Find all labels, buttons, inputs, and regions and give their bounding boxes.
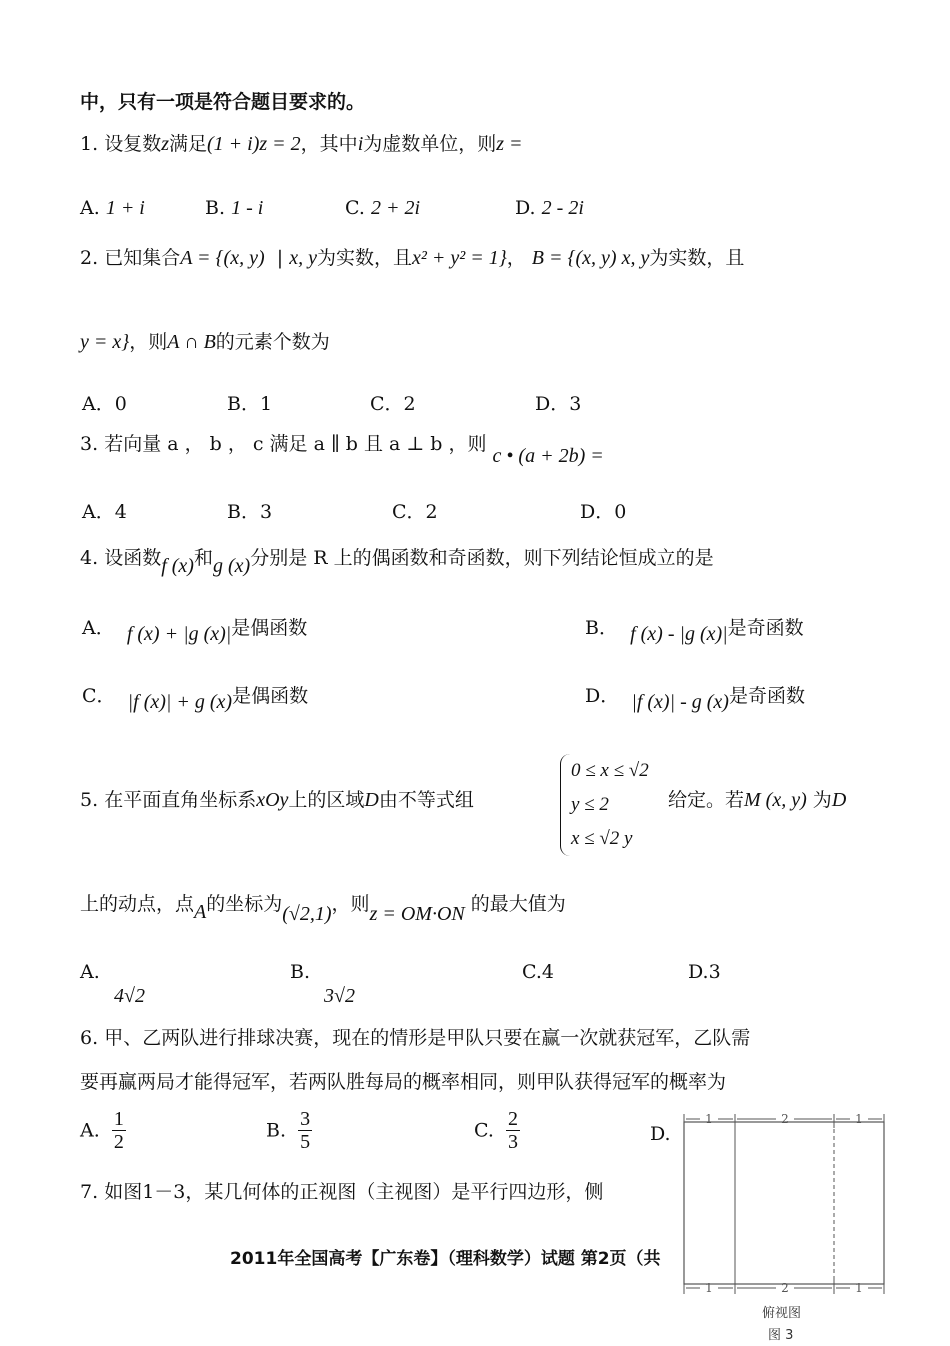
q2-set-b: B = {(x, y) x, y	[531, 247, 650, 269]
top-dim-1: 1	[705, 1112, 713, 1126]
q5-line2-text-3: ，则	[331, 893, 370, 915]
q1-ask: z =	[496, 133, 523, 155]
q4-number: 4.	[80, 547, 99, 569]
q5-coord: (√2,1)	[282, 903, 332, 925]
q4-option-b: B． f (x) - |g (x)|是奇函数	[585, 617, 804, 645]
q5-d: D	[364, 789, 379, 811]
question-6-line-2: 要再赢两局才能得冠军，若两队胜每局的概率相同，则甲队获得冠军的概率为	[80, 1071, 727, 1093]
top-view-figure	[678, 1108, 890, 1342]
q2-option-d: D．3	[535, 393, 582, 415]
q2-line2-text: ，则	[129, 331, 168, 353]
q2-comma: ，	[506, 247, 526, 269]
question-5	[80, 788, 474, 812]
q3-text: 若向量 a ， b ， c 满足 a ∥ b 且 a ⊥ b ，则	[104, 433, 487, 455]
q5-d2: D	[831, 789, 847, 811]
q3-option-b: B．3	[227, 501, 273, 523]
q1-text-4: 为虚数单位，则	[363, 133, 497, 155]
q5-ineq-2: y ≤ 2	[571, 794, 609, 815]
q5-option-b: B. 3√2	[290, 961, 355, 1007]
q1-text-2: 满足	[169, 133, 208, 155]
q4-text-1: 设函数	[104, 547, 162, 569]
q5-text-5: 为	[812, 789, 832, 811]
question-3	[80, 432, 604, 467]
question-5-line-2	[80, 892, 566, 925]
question-2	[80, 246, 744, 270]
q5-inequality-system	[560, 754, 649, 856]
q3-expression: c • (a + 2b) =	[492, 445, 604, 467]
q4-f: f (x)	[161, 555, 194, 577]
q3-number: 3.	[80, 433, 99, 455]
q4-text-2: 和	[193, 547, 213, 569]
q6-option-b: B. $\frac{3}{5}$	[266, 1108, 311, 1153]
q1-text-1: 设复数	[104, 133, 162, 155]
q5-text-4: 给定。若	[668, 789, 745, 811]
q6-option-c: C. $\frac{2}{3}$	[474, 1108, 518, 1153]
figure-label: 图 3	[768, 1328, 794, 1343]
q2-text-3: 为实数，且	[649, 247, 745, 269]
q5-line2-text-2: 的坐标为	[206, 893, 283, 915]
bottom-dim-1: 1	[705, 1281, 713, 1295]
question-6	[80, 1026, 750, 1050]
q1-var-z: z	[161, 133, 169, 155]
bottom-dim-3: 1	[855, 1281, 863, 1295]
q4-option-d: D． |f (x)| - g (x)是奇函数	[585, 685, 805, 713]
q5-text-3: 由不等式组	[378, 789, 474, 811]
q4-text-3: 分别是 R 上的偶函数和奇函数，则下列结论恒成立的是	[250, 547, 714, 569]
page-footer: 2011年全国高考【广东卷】（理科数学）试题 第2页（共	[230, 1249, 661, 1269]
q6-line-1: 甲、乙两队进行排球决赛，现在的情形是甲队只要在赢一次就获冠军，乙队需	[104, 1027, 751, 1049]
q2-number: 2.	[80, 247, 99, 269]
q2-line2-eq: y = x}	[80, 331, 130, 353]
q5-text-1: 在平面直角坐标系	[104, 789, 257, 811]
q1-option-a: A. 1 + i	[80, 197, 145, 219]
question-4	[80, 546, 714, 577]
bottom-dim-2: 2	[781, 1281, 789, 1295]
q1-text-3: ，其中	[300, 133, 358, 155]
q4-option-a: A． f (x) + |g (x)|是偶函数	[82, 617, 308, 645]
q1-option-b: B. 1 - i	[205, 197, 264, 219]
q5-number: 5.	[80, 789, 99, 811]
q5-z-expression: z = OM·ON	[369, 903, 465, 925]
q3-option-a: A．4	[82, 501, 127, 523]
q5-a: A	[194, 901, 207, 923]
top-dim-2: 2	[781, 1112, 789, 1126]
q4-option-c: C． |f (x)| + g (x)是偶函数	[82, 685, 309, 713]
q1-number: 1.	[80, 133, 99, 155]
q5-option-a: A. 4√2	[80, 961, 145, 1007]
q2-option-b: B．1	[227, 393, 273, 415]
q2-set-a: A = {(x, y)	[180, 247, 265, 269]
q6-option-d: D.	[650, 1123, 671, 1145]
q6-option-a: A. $\frac{1}{2}$	[80, 1108, 124, 1153]
q7-number: 7.	[80, 1181, 99, 1203]
q5-text-2: 上的区域	[288, 789, 365, 811]
q5-line2-text-4: 的最大值为	[470, 893, 566, 915]
section-intro: 中，只有一项是符合题目要求的。	[80, 91, 366, 113]
q5-line1-tail	[668, 788, 846, 812]
question-7	[80, 1180, 603, 1204]
q5-option-c: C.4	[522, 961, 554, 983]
q2-option-a: A．0	[82, 393, 127, 415]
q1-option-d: D. 2 - 2i	[515, 197, 584, 219]
q2-line2-tail: 的元素个数为	[215, 331, 330, 353]
q5-ineq-1: 0 ≤ x ≤ √2	[571, 760, 649, 781]
q5-xoy: xOy	[256, 789, 289, 811]
question-2-line-2	[80, 330, 330, 354]
q1-equation: (1 + i)z = 2	[207, 133, 301, 155]
q5-line2-text-1: 上的动点，点	[80, 893, 195, 915]
q2-text-2: 为实数，且	[316, 247, 412, 269]
q2-condition: x² + y² = 1}	[411, 247, 507, 269]
q5-m: M (x, y)	[744, 789, 807, 811]
q2-bar: |	[276, 247, 284, 269]
question-1	[80, 132, 523, 156]
q2-xy: x, y	[289, 247, 317, 269]
q7-text: 如图1－3，某几何体的正视图（主视图）是平行四边形，侧	[104, 1181, 604, 1203]
q1-option-c: C. 2 + 2i	[345, 197, 421, 219]
top-dim-3: 1	[855, 1112, 863, 1126]
q5-option-d: D.3	[688, 961, 721, 983]
q2-text-1: 已知集合	[104, 247, 181, 269]
q3-option-d: D．0	[580, 501, 627, 523]
q1-var-i: i	[357, 133, 364, 155]
q2-intersection: A ∩ B	[167, 331, 216, 353]
q5-ineq-3: x ≤ √2 y	[571, 828, 633, 849]
figure-caption: 俯视图	[762, 1306, 802, 1321]
q4-g: g (x)	[212, 555, 251, 577]
q3-option-c: C．2	[392, 501, 438, 523]
q2-option-c: C．2	[370, 393, 416, 415]
q6-number: 6.	[80, 1027, 99, 1049]
